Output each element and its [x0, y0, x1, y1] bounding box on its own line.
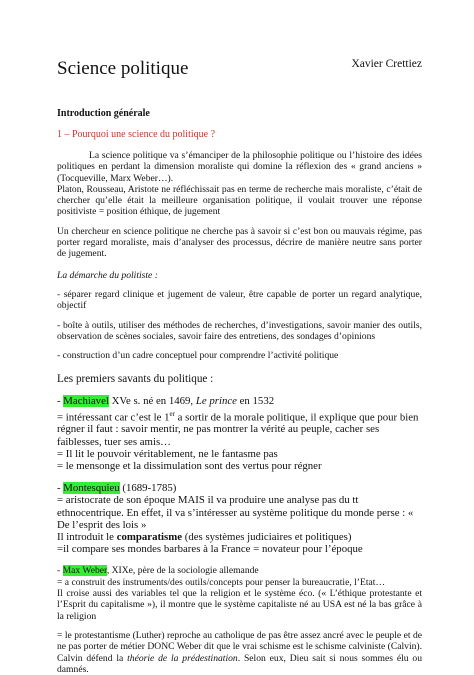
machiavel-line-1: = intéressant car c’est le 1er a sortir de la morale politique, il explique que pour bien régner il faut : savoir mentir, ne pas montrer la vérité au peuple, cacher ses faiblesses, tuer ses amis…	[57, 409, 419, 448]
montesquieu-line-1: = aristocrate de son époque MAIS il va produire une analyse pas du tt ethnocentrique. En effet, il va s’intéresser au système politique du monde perse : « De l’esprit des lois »	[57, 494, 414, 531]
intro-heading: Introduction générale	[57, 108, 150, 119]
montesquieu-dates: (1689-1785)	[119, 482, 177, 495]
predestination-term: théorie de la prédestination	[127, 652, 238, 664]
machiavel-dates: XVe s. né en 1469,	[108, 395, 196, 408]
comparatisme-term: comparatisme	[116, 531, 183, 544]
montesquieu-line-2: Il introduit le comparatisme (des systèmes judiciaires et politiques)	[57, 531, 352, 544]
machiavel-line-3: = le mensonge et la dissimulation sont des vertus pour régner	[57, 460, 322, 473]
weber-name: Max Weber	[62, 565, 107, 577]
paragraph-1: La science politique va s’émanciper de la philosophie politique ou l’histoire des idées politiques en perdant la dimension moraliste qui domine la réflexion des « grand anciens » (Tocqueville, Marx Weber…).	[57, 150, 422, 184]
weber-line-3: = le protestantisme (Luther) reproche au catholique de pas être assez ancré avec le peuple et de ne pas porter de métier DONC Weber dit que le vrai schisme est le schisme calviniste (Calvin). Calvin défend la théorie de la prédestination. Selon eux, Dieu sait si nous sommes élu ou damnés.	[57, 629, 422, 675]
author-name: Xavier Crettiez	[351, 58, 422, 70]
paragraph-3: Un chercheur en science politique ne cherche pas à savoir si c’est bon ou mauvais régime, pas porter regard moraliste, mais d’analyser des processus, décrire de manière neutre sans porter de jugement.	[57, 225, 422, 260]
bullet-3: - construction d’un cadre conceptuel pour comprendre l’activité politique	[57, 350, 339, 362]
weber-line-1: = a construit des instruments/des outils/concepts pour penser la bureaucratie, l’Etat…	[57, 576, 386, 588]
weber-line-2: Il croise aussi des variables tel que la religion et le système éco. (« L’éthique protestante et l’Esprit du capitalisme »), il montre que le système capitaliste né au USA est né la bas grâce à la religion	[57, 588, 422, 622]
machiavel-name: Machiavel	[63, 395, 109, 408]
weber-desc: , XIXe, père de la sociologie allemande	[106, 565, 259, 577]
montesquieu-name: Montesquieu	[63, 482, 120, 495]
savants-heading: Les premiers savants du politique :	[57, 373, 214, 386]
section-heading: 1 – Pourquoi une science du politique ?	[57, 129, 216, 140]
demarche-heading: La démarche du politiste :	[57, 269, 158, 281]
weber-block: - Max Weber, XIXe, père de la sociologie allemande = a construit des instruments/des outils/concepts pour penser la bureaucratie, l’Etat… Il croise aussi des variables tel que la religion et le système éco. (« L’éthique protestante et l’Esprit du capitalisme »), il montre que le système capitaliste né au USA est né la bas grâce à la religion = le protestantisme (Luther) reproche au catholique de pas être assez ancré avec le peuple et de ne pas porter de métier DONC Weber dit que le vrai schisme est le schisme calviniste (Calvin). Calvin défend la théorie de la prédestination. Selon eux, Dieu sait si nous sommes élu ou damnés.	[57, 565, 422, 675]
machiavel-dash: -	[57, 395, 64, 408]
montesquieu-line-3: =il compare ses mondes barbares à la France = novateur pour l’époque	[57, 543, 363, 556]
paragraph-2: Platon, Rousseau, Aristote ne réfléchissait pas en terme de recherche mais moraliste, c’était de chercher qu’elle était la meilleure organisation politique, il voulait trouver une réponse positiviste = position éthique, de jugement	[57, 183, 422, 218]
machiavel-block	[57, 395, 422, 472]
bullet-1: - séparer regard clinique et jugement de valeur, être capable de porter un regard analytique, objectif	[57, 288, 422, 312]
machiavel-year: en 1532	[236, 395, 275, 408]
bullet-2: - boîte à outils, utiliser des méthodes de recherches, d’investigations, savoir manier des outils, observation de scènes sociales, savoir faire des entretiens, des sondages d’opinions	[57, 319, 422, 342]
montesquieu-block: - Montesquieu (1689-1785) = aristocrate de son époque MAIS il va produire une analyse pas du tt ethnocentrique. En effet, il va s’intéresser au système politique du monde perse : « De l’esprit des lois » Il introduit le comparatisme (des systèmes judiciaires et politiques) =il compare ses mondes barbares à la France = novateur pour l’époque	[57, 482, 422, 555]
machiavel-book: Le prince	[195, 395, 237, 408]
header	[57, 58, 422, 86]
machiavel-line-2: = Il lit le pouvoir véritablement, ne le fantasme pas	[57, 447, 278, 460]
page-title: Science politique	[57, 58, 189, 79]
